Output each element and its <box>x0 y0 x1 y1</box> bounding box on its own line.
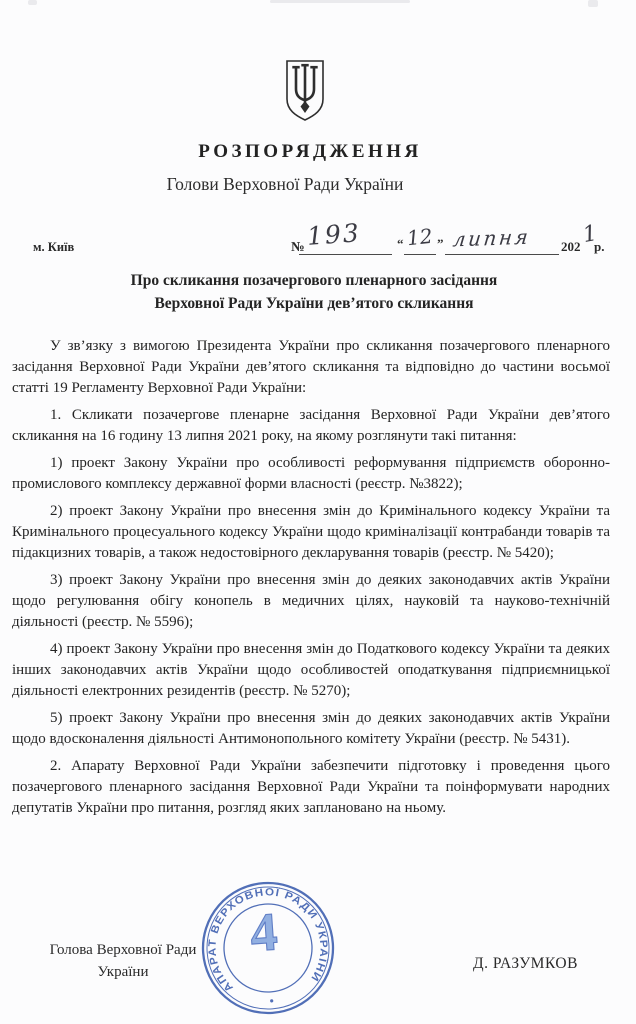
year-suffix: р. <box>594 239 605 254</box>
number-sign: № <box>291 239 305 254</box>
body-paragraph: 5) проект Закону України про внесення змін до деяких законодавчих актів України щодо вдосконалення діяльності Антимонопольного комітету України (реєстр. № 5431). <box>12 710 610 747</box>
stamp-bottom-dot <box>270 999 273 1002</box>
official-round-stamp <box>188 868 348 1024</box>
signature-title-line1: Голова Верховної Ради <box>49 942 197 958</box>
quote-close: ” <box>437 236 444 251</box>
body-paragraph: 2. Апарату Верховної Ради України забезпечити підготовку і проведення цього позачергового пленарного засідання Верховної Ради України та поінформувати народних депутатів України про питання, розгляд яких заплановано на ньому. <box>12 758 610 816</box>
stamp-center-number: 4 <box>248 901 280 964</box>
body-paragraph: 3) проект Закону України про внесення змін до деяких законодавчих актів України щодо регулювання обігу конопель в медичних цілях, науковій та науково-технічній діяльності (реєстр. № 5596); <box>12 572 610 630</box>
handwritten-document-number: 193 <box>306 218 362 251</box>
body-paragraph: 1) проект Закону України про особливості реформування підприємств оборонно-промислового комплексу державної форми власності (реєстр. №3822); <box>12 455 610 492</box>
day-blank-line <box>404 254 436 255</box>
body-paragraph: 1. Скликати позачергове пленарне засідання Верховної Ради України дев’ятого скликання на 16 годину 13 липня 2021 року, на якому розглянути такі питання: <box>12 407 610 444</box>
document-body <box>12 336 610 825</box>
signature-position-title <box>30 939 216 983</box>
document-title <box>14 269 614 315</box>
stamp-ring-text: АПАРАТ ВЕРХОВНОЇ РАДИ УКРАЇНИ <box>206 886 330 995</box>
body-paragraph: У зв’язку з вимогою Президента України про скликання позачергового пленарного засідання Верховної Ради України дев’ятого скликання та відповідно до частини восьмої статті 19 Регламенту Верховної Ради України: <box>12 338 610 396</box>
handwritten-year-digit: 1 <box>580 220 600 249</box>
scan-artifact <box>270 0 410 3</box>
handwritten-day: 12 <box>405 223 434 251</box>
signature-name: Д. РАЗУМКОВ <box>473 955 578 972</box>
signature-title-line2: України <box>97 964 149 980</box>
ukraine-trident-emblem <box>283 58 327 124</box>
scan-artifact <box>588 0 598 7</box>
year-printed: 202 <box>561 239 581 254</box>
body-paragraph: 4) проект Закону України про внесення змін до Податкового кодексу України та деяких інших законодавчих актів України щодо особливостей оподаткування підприємницької діяльності електронних резидентів (реєстр. № 5270); <box>12 641 610 699</box>
document-issuer-line: Голови Верховної Ради України <box>166 174 404 194</box>
month-blank-line <box>445 254 559 255</box>
handwritten-month: липня <box>451 224 532 252</box>
quote-open: “ <box>397 236 404 251</box>
document-title-line1: Про скликання позачергового пленарного засідання <box>130 272 498 289</box>
scan-artifact <box>28 0 37 5</box>
document-type-heading: РОЗПОРЯДЖЕННЯ <box>198 141 422 162</box>
body-paragraph: 2) проект Закону України про внесення змін до Кримінального кодексу України та Кримінального процесуального кодексу України щодо криміналізації контрабанди товарів та підакцизних товарів, а також недостовірного декларування товарів (реєстр. № 5420); <box>12 503 610 561</box>
number-blank-line <box>299 254 392 255</box>
document-title-line2: Верховної Ради України дев’ятого скликання <box>154 295 474 312</box>
city-label: м. Київ <box>33 240 75 254</box>
